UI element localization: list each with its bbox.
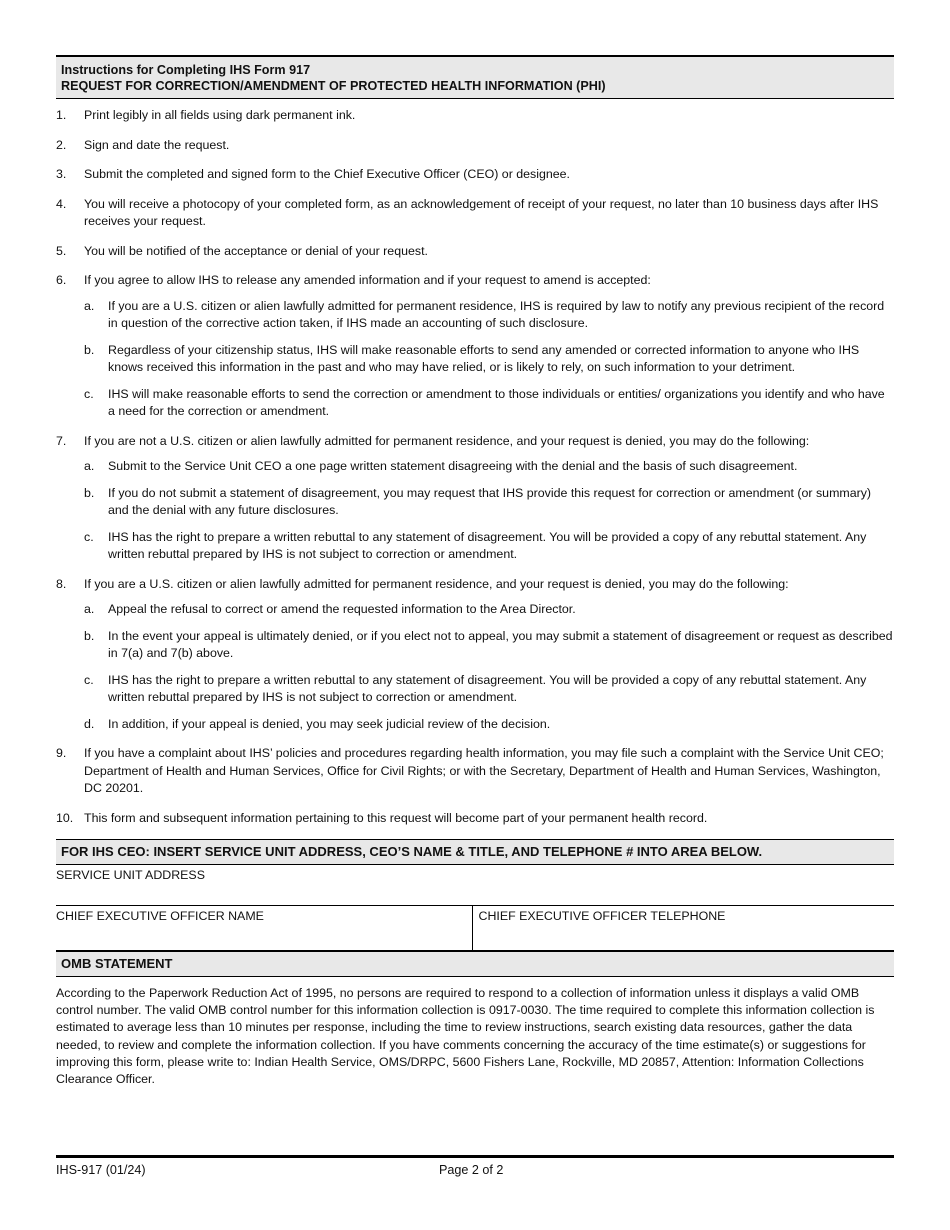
sub-instruction-letter: a. [84, 298, 95, 313]
omb-header: OMB STATEMENT [56, 951, 894, 977]
instruction-item [56, 107, 894, 125]
sub-instruction-letter: a. [84, 459, 95, 473]
form-title: REQUEST FOR CORRECTION/AMENDMENT OF PROTECTED HEALTH INFORMATION (PHI) [61, 79, 606, 93]
instruction-number: 9. [56, 746, 67, 760]
sub-instruction-item [84, 386, 894, 421]
ceo-telephone-field[interactable] [472, 906, 895, 950]
ceo-section-header: FOR IHS CEO: INSERT SERVICE UNIT ADDRESS, CEO’S NAME & TITLE, AND TELEPHONE # INTO AREA BELOW. [56, 839, 894, 865]
sub-instruction-text: If you do not submit a statement of disagreement, you may request that IHS provide this request for correction or amendment (or summary) and the denial with any future disclosures. [108, 485, 872, 517]
sub-instruction-list [84, 601, 894, 733]
instruction-item [56, 272, 894, 421]
instruction-item [56, 166, 894, 184]
instruction-list [56, 107, 894, 827]
sub-instruction-text: IHS will make reasonable efforts to send the correction or amendment to those individuals or entities/ organizations you identify and who have a need for the correction or amendment. [108, 386, 885, 418]
instructions-header [56, 55, 894, 99]
sub-instruction-letter: b. [84, 342, 95, 357]
instruction-item [56, 576, 894, 734]
instruction-number: 5. [56, 243, 67, 258]
page-number: Page 2 of 2 [439, 1163, 504, 1177]
sub-instruction-item [84, 601, 894, 619]
sub-instruction-text: If you are a U.S. citizen or alien lawfully admitted for permanent residence, IHS is required by law to notify any previous recipient of the record in question of the corrective action taken, if IHS made an accounting of such disclosure. [108, 298, 885, 330]
instruction-number: 4. [56, 196, 67, 211]
sub-instruction-text: In the event your appeal is ultimately denied, or if you elect not to appeal, you may submit a statement of disagreement or request as described in 7(a) and 7(b) above. [108, 628, 893, 660]
instruction-text: You will be notified of the acceptance or denial of your request. [84, 243, 428, 258]
sub-instruction-item [84, 672, 894, 707]
ceo-name-label: CHIEF EXECUTIVE OFFICER NAME [56, 909, 264, 923]
sub-instruction-text: IHS has the right to prepare a written rebuttal to any statement of disagreement. You will be provided a copy of any rebuttal statement. Any written rebuttal prepared by IHS is not subject to correction or amendment. [108, 672, 867, 704]
instruction-text: This form and subsequent information pertaining to this request will become part of your permanent health record. [84, 810, 708, 825]
instruction-number: 1. [56, 108, 67, 122]
sub-instruction-item [84, 485, 894, 520]
instruction-item [56, 137, 894, 155]
sub-instruction-letter: b. [84, 485, 95, 500]
sub-instruction-text: IHS has the right to prepare a written rebuttal to any statement of disagreement. You will be provided a copy of any rebuttal statement. Any written rebuttal prepared by IHS is not subject to correction or amendment. [108, 529, 867, 561]
service-unit-address-label: SERVICE UNIT ADDRESS [56, 868, 205, 882]
ceo-name-field[interactable] [56, 906, 472, 950]
instruction-number: 2. [56, 137, 67, 152]
omb-statement: According to the Paperwork Reduction Act of 1995, no persons are required to respond to a collection of information unless it displays a valid OMB control number. The valid OMB control number for this information collection is 0917-0030. The time required to complete this information collection is estimated to average less than 10 minutes per response, including the time to review instructions, search existing data resources, gather the data needed, to review and complete the information collection. If you have comments concerning the accuracy of the time estimate(s) or suggestions for improving this form, please write to: Indian Health Service, OMS/DRPC, 5600 Fishers Lane, Rockville, MD 20857, Attention: Information Collections Clearance Officer. [56, 986, 875, 1087]
sub-instruction-text: Regardless of your citizenship status, IHS will make reasonable efforts to send any amended or corrected information to anyone who IHS knows received this information in the past and who may have relied, or is likely to rely, on such information to your detriment. [108, 342, 860, 374]
instruction-text: Submit the completed and signed form to the Chief Executive Officer (CEO) or designee. [84, 167, 570, 181]
instruction-text: If you have a complaint about IHS’ policies and procedures regarding health information, you may file such a complaint with the Service Unit CEO; Department of Health and Human Services, Office for Civil Rights; or with the Secretary, Department of Health and Human Services, Washington, DC 20201. [84, 746, 884, 795]
instructions-title: Instructions for Completing IHS Form 917 [61, 63, 311, 77]
form-id: IHS-917 (01/24) [56, 1163, 146, 1177]
sub-instruction-text: Submit to the Service Unit CEO a one page written statement disagreeing with the denial and the basis of such disagreement. [108, 459, 798, 473]
instruction-number: 3. [56, 167, 67, 181]
instruction-number: 10. [56, 810, 74, 825]
instruction-item [56, 196, 894, 231]
instruction-text: If you agree to allow IHS to release any amended information and if your request to amend is accepted: [84, 273, 651, 287]
sub-instruction-item [84, 716, 894, 734]
sub-instruction-text: Appeal the refusal to correct or amend the requested information to the Area Director. [108, 602, 576, 616]
sub-instruction-list [84, 298, 894, 421]
instruction-item [56, 433, 894, 564]
sub-instruction-letter: b. [84, 628, 95, 643]
form-page [56, 55, 894, 1088]
sub-instruction-list [84, 458, 894, 564]
instruction-text: Print legibly in all fields using dark permanent ink. [84, 108, 356, 122]
service-unit-address-field[interactable] [56, 865, 894, 906]
instruction-item [56, 745, 894, 798]
instruction-item [56, 243, 894, 261]
sub-instruction-item [84, 298, 894, 333]
page-footer [56, 1155, 894, 1177]
ceo-info-row [56, 906, 894, 951]
sub-instruction-item [84, 628, 894, 663]
sub-instruction-letter: d. [84, 716, 95, 731]
sub-instruction-item [84, 529, 894, 564]
sub-instruction-item [84, 342, 894, 377]
sub-instruction-letter: c. [84, 386, 94, 401]
instruction-text: Sign and date the request. [84, 137, 230, 152]
ceo-telephone-label: CHIEF EXECUTIVE OFFICER TELEPHONE [478, 909, 726, 923]
instruction-item [56, 810, 894, 828]
instruction-text: If you are not a U.S. citizen or alien lawfully admitted for permanent residence, and your request is denied, you may do the following: [84, 433, 810, 448]
sub-instruction-letter: a. [84, 602, 95, 616]
instruction-number: 7. [56, 433, 67, 448]
instruction-number: 6. [56, 273, 67, 287]
sub-instruction-text: In addition, if your appeal is denied, you may seek judicial review of the decision. [108, 716, 551, 731]
sub-instruction-letter: c. [84, 672, 94, 687]
instruction-text: You will receive a photocopy of your completed form, as an acknowledgement of receipt of your request, no later than 10 business days after IHS receives your request. [84, 196, 879, 228]
instruction-text: If you are a U.S. citizen or alien lawfully admitted for permanent residence, and your request is denied, you may do the following: [84, 576, 789, 591]
sub-instruction-item [84, 458, 894, 476]
sub-instruction-letter: c. [84, 529, 94, 544]
instruction-number: 8. [56, 576, 67, 591]
